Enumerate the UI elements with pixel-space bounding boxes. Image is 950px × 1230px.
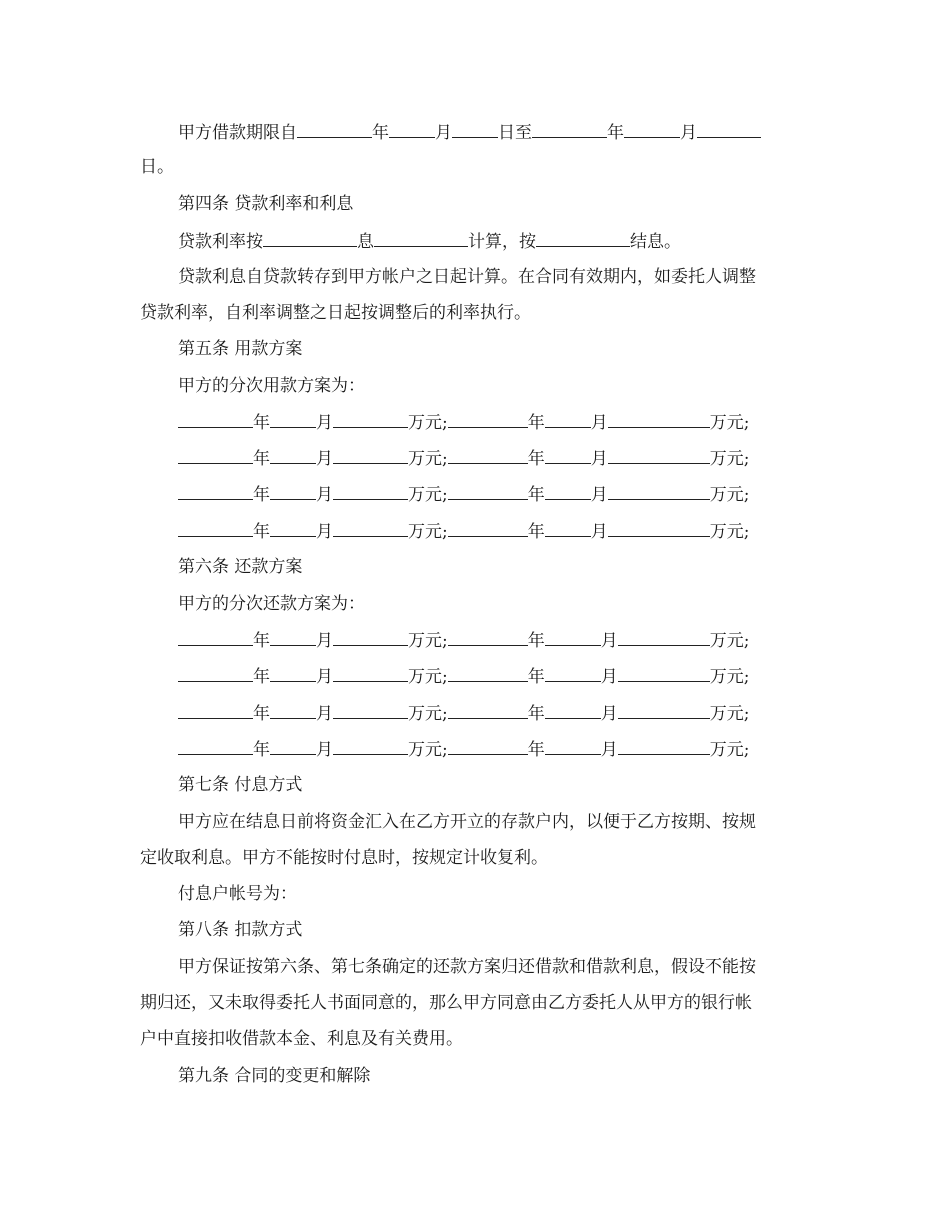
- blank: [270, 664, 316, 682]
- usage-plan-row: 年 月 万元; 年 月 万元;: [178, 446, 749, 471]
- blank: [333, 519, 408, 537]
- blank: [178, 482, 253, 500]
- blank: [618, 664, 710, 682]
- repayment-plan-row: 年 月 万元; 年 月 万元;: [178, 701, 749, 726]
- blank: [178, 701, 253, 719]
- blank-settlement: [536, 229, 630, 247]
- blank: [178, 737, 253, 755]
- repayment-plan-row: 年 月 万元; 年 月 万元;: [178, 664, 749, 689]
- article-4-title: 第四条 贷款利率和利息: [178, 194, 354, 214]
- repayment-plan-row: 年 月 万元; 年 月 万元;: [178, 737, 749, 762]
- blank: [178, 410, 253, 428]
- article-4-para-line-1: 贷款利息自贷款转存到甲方帐户之日起计算。在合同有效期内，如委托人调整: [178, 267, 756, 287]
- blank: [618, 737, 710, 755]
- blank: [333, 628, 408, 646]
- blank: [448, 446, 528, 464]
- blank: [270, 482, 316, 500]
- blank: [608, 482, 710, 500]
- blank-start-day: [452, 120, 498, 138]
- blank: [178, 664, 253, 682]
- blank: [333, 410, 408, 428]
- blank: [448, 701, 528, 719]
- blank: [545, 410, 591, 428]
- blank: [545, 519, 591, 537]
- blank: [545, 664, 601, 682]
- blank: [448, 628, 528, 646]
- blank: [270, 737, 316, 755]
- blank: [545, 701, 601, 719]
- article-6-title: 第六条 还款方案: [178, 557, 303, 577]
- article-9-title: 第九条 合同的变更和解除: [178, 1066, 371, 1086]
- blank: [608, 446, 710, 464]
- article-5-title: 第五条 用款方案: [178, 339, 303, 359]
- usage-plan-row: 年 月 万元; 年 月 万元;: [178, 410, 749, 435]
- blank-end-month: [624, 120, 680, 138]
- loan-term-line-2: 日。: [140, 157, 174, 177]
- blank-end-year: [532, 120, 607, 138]
- blank: [545, 737, 601, 755]
- article-8-para-line-1: 甲方保证按第六条、第七条确定的还款方案归还借款和借款利息，假设不能按: [178, 957, 756, 977]
- article-7-para-line-1: 甲方应在结息日前将资金汇入在乙方开立的存款户内，以便于乙方按期、按规: [178, 812, 756, 832]
- blank-rate-calc: [374, 229, 468, 247]
- blank: [333, 737, 408, 755]
- interest-account-label: 付息户帐号为：: [178, 884, 297, 904]
- blank: [178, 519, 253, 537]
- repayment-plan-row: 年 月 万元; 年 月 万元;: [178, 628, 749, 653]
- usage-plan-row: 年 月 万元; 年 月 万元;: [178, 519, 749, 544]
- article-6-intro: 甲方的分次还款方案为：: [178, 594, 365, 614]
- blank: [270, 519, 316, 537]
- blank: [178, 628, 253, 646]
- blank: [618, 628, 710, 646]
- article-8-title: 第八条 扣款方式: [178, 920, 303, 940]
- blank: [545, 446, 591, 464]
- article-4-para-line-2: 贷款利率，自利率调整之日起按调整后的利率执行。: [140, 303, 531, 323]
- blank-rate-basis: [263, 229, 357, 247]
- blank: [333, 446, 408, 464]
- article-8-para-line-2: 期归还，又未取得委托人书面同意的，那么甲方同意由乙方委托人从甲方的银行帐: [140, 993, 752, 1013]
- blank: [618, 701, 710, 719]
- blank: [608, 519, 710, 537]
- article-7-para-line-2: 定收取利息。甲方不能按时付息时，按规定计收复利。: [140, 848, 548, 868]
- article-8-para-line-3: 户中直接扣收借款本金、利息及有关费用。: [140, 1029, 463, 1049]
- blank: [270, 628, 316, 646]
- blank: [270, 410, 316, 428]
- blank: [270, 446, 316, 464]
- blank: [545, 482, 591, 500]
- blank: [608, 410, 710, 428]
- blank: [333, 664, 408, 682]
- interest-rate-line: 贷款利率按 息 计算，按 结息。: [178, 229, 681, 254]
- article-7-title: 第七条 付息方式: [178, 775, 303, 795]
- blank: [270, 701, 316, 719]
- blank: [545, 628, 601, 646]
- loan-term-line: 甲方借款期限自 年 月 日至 年 月: [178, 120, 761, 145]
- blank: [448, 664, 528, 682]
- article-5-intro: 甲方的分次用款方案为：: [178, 376, 365, 396]
- blank: [448, 482, 528, 500]
- blank: [448, 737, 528, 755]
- blank-start-month: [389, 120, 435, 138]
- blank-start-year: [297, 120, 372, 138]
- blank: [178, 446, 253, 464]
- blank: [448, 519, 528, 537]
- blank-end-day: [697, 120, 761, 138]
- blank: [333, 701, 408, 719]
- usage-plan-row: 年 月 万元; 年 月 万元;: [178, 482, 749, 507]
- blank: [448, 410, 528, 428]
- blank: [333, 482, 408, 500]
